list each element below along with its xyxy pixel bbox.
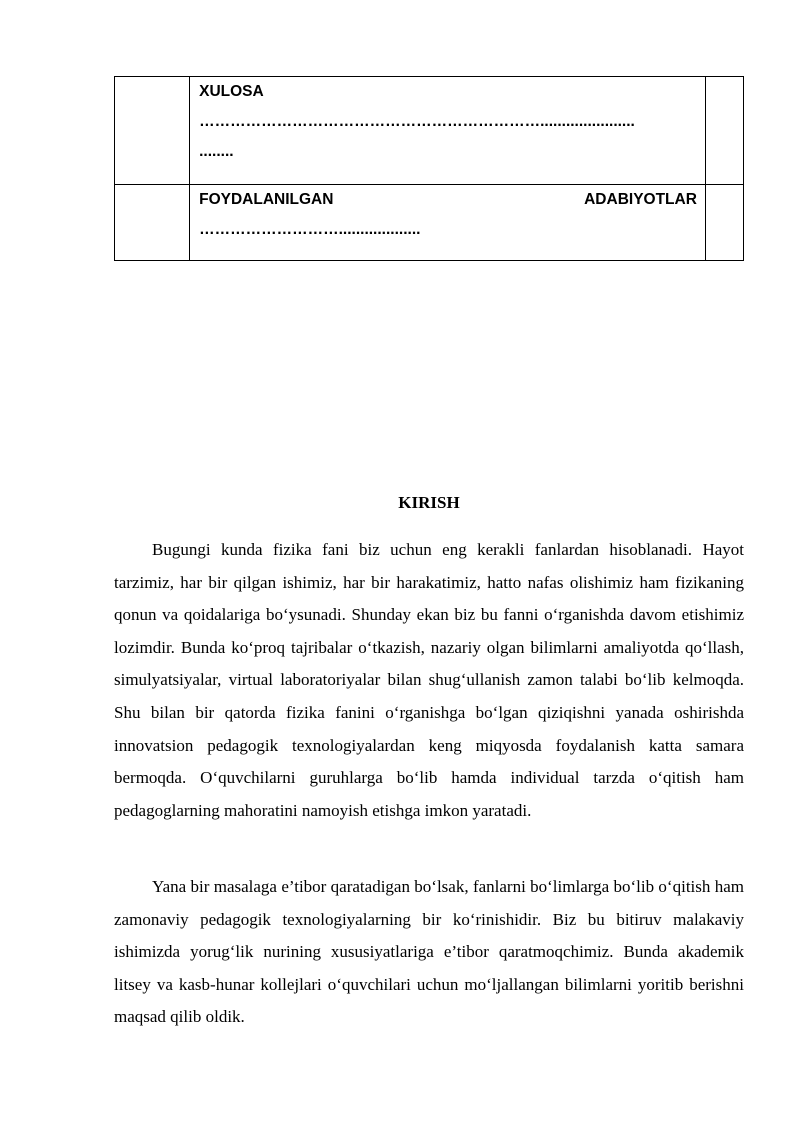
toc-title-cell <box>190 185 706 261</box>
body-paragraph: Bugungi kunda fizika fani biz uchun eng kerakli fanlardan hisoblanadi. Hayot tarzimiz, har bir qilgan ishimiz, har bir harakatimiz, hatto nafas olishimiz ham fizikaning qonun va qoidalariga bo‘ysunadi. Shunday ekan biz bu fanni o‘rganishda davom etishimiz lozimdir. Bunda ko‘proq tajribalar o‘tkazish, nazariy olgan bilimlarni amaliyotda qo‘llash, simulyatsiyalar, virtual laboratoriyalar bilan shug‘ullanish zamon talabi bo‘lib kelmoqda. Shu bilan bir qatorda fizika fanini o‘rganishga bo‘lgan qiziqishni yanada oshirishda innovatsion pedagogik texnologiyalardan keng miqyosda foydalanish katta samara bermoqda. O‘quvchilarni guruhlarga bo‘lib hamda individual tarzda o‘qitish ham pedagoglarning mahoratini namoyish etishga imkon yaratadi. <box>114 540 744 820</box>
table-of-contents <box>114 76 744 261</box>
toc-number-cell <box>115 185 190 261</box>
table-row <box>115 77 744 185</box>
toc-title-cell <box>190 77 706 185</box>
toc-page-cell <box>705 185 743 261</box>
section-heading: KIRISH <box>398 493 460 512</box>
toc-page-cell <box>705 77 743 185</box>
table-row <box>115 185 744 261</box>
toc-number-cell <box>115 77 190 185</box>
toc-leader-dots: …………………………………………………………...................... <box>199 113 635 130</box>
toc-leader-dots: ………………………................... <box>199 221 421 238</box>
toc-entry-title-right: ADABIYOTLAR <box>584 191 697 208</box>
toc-entry-title-left: FOYDALANILGAN <box>199 191 334 208</box>
toc-entry-title: XULOSA <box>199 83 264 100</box>
body-paragraph: Yana bir masalaga e’tibor qaratadigan bo‘lsak, fanlarni bo‘limlarga bo‘lib o‘qitish ham zamonaviy pedagogik texnologiyalarning bir ko‘rinishidir. Biz bu bitiruv malakaviy ishimizda yorug‘lik nurining xususiyatlariga e’tibor qaratmoqchimiz. Bunda akademik litsey va kasb-hunar kollejlari o‘quvchilari uchun mo‘ljallangan bilimlarni yoritib berishni maqsad qilib oldik. <box>114 877 744 1027</box>
toc-leader-dots: ........ <box>199 143 234 160</box>
toc-entry-title <box>199 185 697 215</box>
